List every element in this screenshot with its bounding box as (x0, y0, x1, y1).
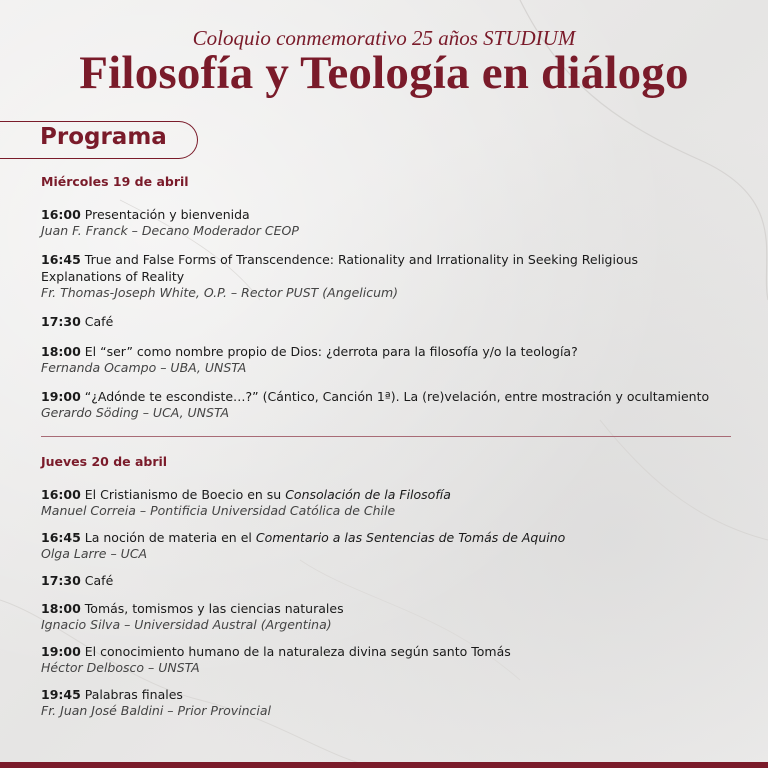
item-title-continued: Explanations of Reality (41, 269, 185, 284)
item-speaker: Ignacio Silva – Universidad Austral (Argentina) (41, 617, 332, 632)
item-speaker: Gerardo Söding – UCA, UNSTA (41, 405, 229, 420)
item-title: Tomás, tomismos y las ciencias naturales (84, 601, 344, 616)
item-time: 17:30 (41, 314, 81, 329)
schedule-item (41, 600, 741, 633)
item-title: El conocimiento humano de la naturaleza divina según santo Tomás (84, 644, 511, 659)
item-time: 19:45 (41, 687, 81, 702)
item-speaker: Fr. Thomas-Joseph White, O.P. – Rector PUST (Angelicum) (41, 285, 399, 300)
item-time: 16:45 (41, 530, 81, 545)
item-time: 16:00 (41, 207, 81, 222)
item-title: True and False Forms of Transcendence: Rationality and Irrationality in Seeking Religious (84, 252, 639, 267)
item-time: 18:00 (41, 344, 81, 359)
item-title: Presentación y bienvenida (84, 207, 250, 222)
item-time: 19:00 (41, 389, 81, 404)
item-time: 16:00 (41, 487, 81, 502)
schedule-item (41, 686, 741, 719)
item-title: Café (84, 314, 114, 329)
item-speaker: Fernanda Ocampo – UBA, UNSTA (41, 360, 247, 375)
item-title-italic: Comentario a las Sentencias de Tomás de Aquino (255, 530, 566, 545)
item-speaker: Héctor Delbosco – UNSTA (41, 660, 200, 675)
schedule-item (41, 206, 741, 239)
item-speaker: Manuel Correia – Pontificia Universidad Católica de Chile (41, 503, 396, 518)
item-title: Palabras finales (84, 687, 183, 702)
day-heading-thursday: Jueves 20 de abril (41, 454, 168, 469)
item-title: La noción de materia en el (84, 530, 252, 545)
item-time: 19:00 (41, 644, 81, 659)
schedule-item (41, 529, 741, 562)
schedule-item (41, 643, 741, 676)
item-title: Café (84, 573, 114, 588)
item-speaker: Fr. Juan José Baldini – Prior Provincial (41, 703, 272, 718)
section-divider (41, 436, 731, 437)
program-heading: Programa (40, 124, 167, 150)
item-title: “¿Adónde te escondiste…?” (Cántico, Canción 1ª). La (re)velación, entre mostración y ocultamiento (84, 389, 710, 404)
item-title-italic: Consolación de la Filosofía (285, 487, 451, 502)
item-time: 16:45 (41, 252, 81, 267)
event-subtitle: Coloquio conmemorativo 25 años STUDIUM (192, 26, 576, 50)
schedule-item (41, 486, 741, 519)
schedule-item (41, 388, 741, 421)
item-speaker: Juan F. Franck – Decano Moderador CEOP (41, 223, 299, 238)
schedule-item (41, 343, 741, 376)
item-time: 18:00 (41, 601, 81, 616)
day-heading-wednesday: Miércoles 19 de abril (41, 174, 189, 189)
footer-bar (0, 762, 768, 768)
schedule-item (41, 251, 741, 301)
item-time: 17:30 (41, 573, 81, 588)
item-title: El Cristianismo de Boecio en su (84, 487, 282, 502)
item-speaker: Olga Larre – UCA (41, 546, 148, 561)
event-title: Filosofía y Teología en diálogo (79, 47, 689, 99)
schedule-item (41, 572, 741, 589)
schedule-item (41, 313, 741, 330)
item-title: El “ser” como nombre propio de Dios: ¿derrota para la filosofía y/o la teología? (84, 344, 578, 359)
